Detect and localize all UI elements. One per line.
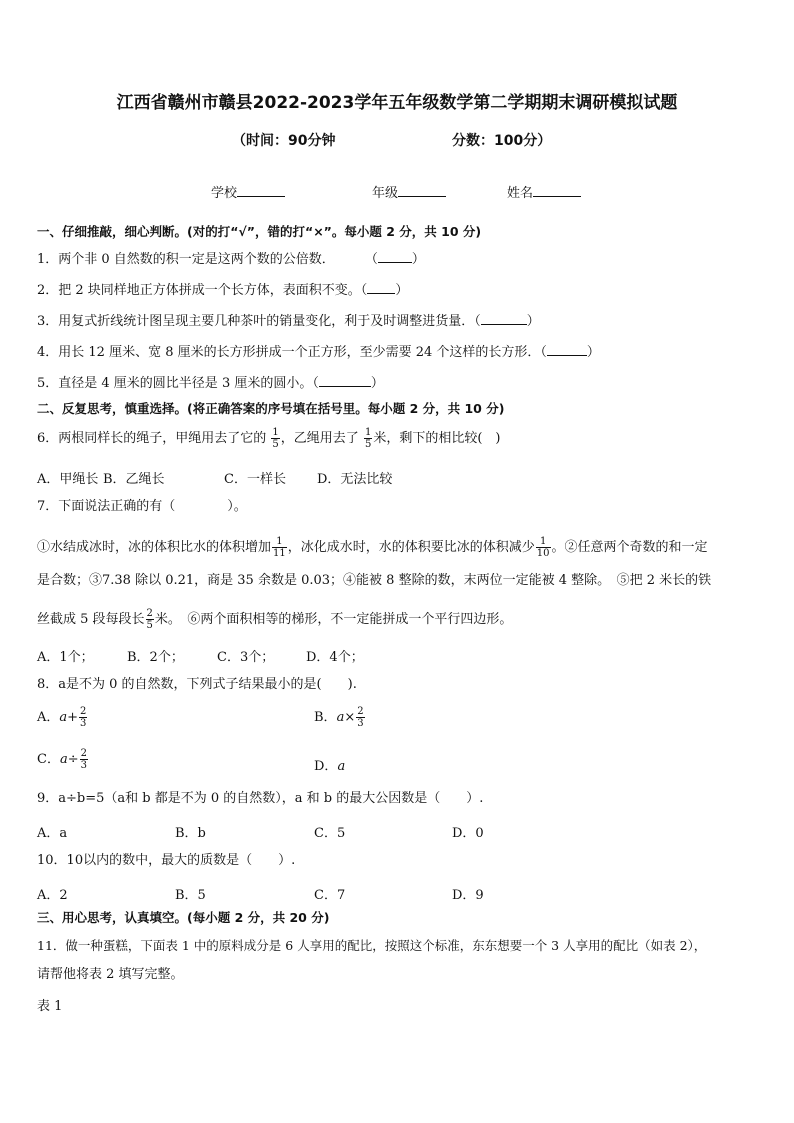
table-1-label: 表 1	[37, 999, 63, 1014]
q7-option-c[interactable]: C．3个；	[217, 650, 275, 665]
q6-option-a[interactable]: A．甲绳长	[37, 472, 99, 487]
name-field	[507, 182, 581, 201]
question-3-text: 3．用复式折线统计图呈现主要几种茶叶的销量变化，利于及时调整进货量．（	[37, 314, 481, 329]
question-5-text: 5．直径是 4 厘米的圆比半径是 3 厘米的圆小。（	[37, 376, 319, 391]
question-2-text: 2．把 2 块同样地正方体拼成一个长方体，表面积不变。（	[37, 283, 368, 298]
name-label: 姓名	[507, 186, 534, 201]
school-field	[211, 182, 285, 201]
exam-time: （时间：90分钟	[232, 133, 336, 149]
name-blank	[533, 184, 581, 197]
q8-option-c[interactable]: C．a÷ $\frac{2}{3}$	[37, 748, 87, 771]
school-label: 学校	[211, 186, 238, 201]
question-7-statements-1	[37, 536, 708, 559]
page-title: 江西省赣州市赣县2022-2023学年五年级数学第二学期期末调研模拟试题	[116, 93, 678, 113]
q6-option-d[interactable]: D．无法比较	[317, 472, 393, 487]
question-8: 8．a是不为 0 的自然数，下列式子结果最小的是( ).	[37, 677, 357, 692]
question-11-line-2: 请帮他将表 2 填写完整。	[37, 967, 184, 982]
question-6-text-a: 6．两根同样长的绳子，甲绳用去了它的	[37, 431, 267, 446]
q7-text-e: 米。 ⑥两个面积相等的梯形，不一定能拼成一个平行四边形。	[154, 612, 513, 627]
fraction-2-5: $\frac{2}{5}$	[146, 608, 153, 631]
q7-option-d[interactable]: D．4个；	[306, 650, 364, 665]
question-1	[37, 250, 425, 268]
q8-option-d[interactable]: D．a	[314, 759, 346, 774]
answer-blank-3[interactable]	[481, 312, 527, 325]
answer-blank-1[interactable]	[378, 250, 412, 263]
section1-heading: 一、仔细推敲，细心判断。(对的打“√”，错的打“×”。每小题 2 分，共 10 分)	[37, 224, 482, 239]
q7-text-b: ，冰化成水时，水的体积要比冰的体积减少	[287, 540, 535, 555]
q10-option-c[interactable]: C．7	[314, 888, 346, 903]
q10-option-a[interactable]: A．2	[37, 888, 68, 903]
question-6-text-b: ，乙绳用去了	[280, 431, 359, 446]
answer-blank-5[interactable]	[319, 374, 371, 387]
q10-option-b[interactable]: B．5	[175, 888, 206, 903]
question-6	[37, 427, 500, 450]
answer-blank-2[interactable]	[367, 281, 395, 294]
question-11-line-1: 11．做一种蛋糕，下面表 1 中的原料成分是 6 人享用的配比，按照这个标准，东东想要一个 3 人享用的配比（如表 2），	[37, 938, 707, 953]
fraction-1-10: $\frac{1}{10}$	[536, 536, 550, 559]
q7-option-a[interactable]: A．1个；	[37, 650, 94, 665]
q9-option-c[interactable]: C．5	[314, 826, 346, 841]
q10-option-d[interactable]: D．9	[452, 888, 484, 903]
grade-blank	[398, 184, 446, 197]
q7-text-c: 。②任意两个奇数的和一定	[551, 540, 708, 555]
q7-text-a: ①水结成冰时，冰的体积比水的体积增加	[37, 540, 272, 555]
question-4-text: 4．用长 12 厘米、宽 8 厘米的长方形拼成一个正方形，至少需要 24 个这样的长方形．（	[37, 345, 547, 360]
question-4	[37, 343, 600, 361]
q7-text-d: 丝截成 5 段每段长	[37, 612, 145, 627]
q8-option-a[interactable]: A．a+ $\frac{2}{3}$	[37, 706, 87, 729]
fraction-2-3-a: $\frac{2}{3}$	[80, 706, 87, 729]
section3-heading: 三、用心思考，认真填空。(每小题 2 分，共 20 分)	[37, 910, 330, 925]
question-10: 10．10以内的数中，最大的质数是（ ）.	[37, 853, 296, 868]
question-3-paren-close: ）	[526, 314, 540, 329]
question-6-text-c: 米，剩下的相比较( )	[373, 431, 501, 446]
q9-option-d[interactable]: D．0	[452, 826, 484, 841]
exam-score: 分数：100分）	[452, 133, 552, 149]
question-7-statements-3	[37, 608, 512, 631]
question-4-paren-close: ）	[586, 345, 600, 360]
question-1-paren: （	[364, 252, 378, 267]
question-2-paren-close: ）	[395, 283, 409, 298]
q8-option-b[interactable]: B．a× $\frac{2}{3}$	[314, 706, 364, 729]
question-9: 9．a÷b=5（a和 b 都是不为 0 的自然数），a 和 b 的最大公因数是（ ）.	[37, 791, 484, 806]
q6-option-c[interactable]: C．一样长	[224, 472, 286, 487]
fraction-1-5-meter: $\frac{1}{5}$	[364, 427, 372, 450]
q9-option-a[interactable]: A．a	[37, 826, 68, 841]
school-blank	[237, 184, 285, 197]
section2-heading: 二、反复思考，慎重选择。(将正确答案的序号填在括号里。每小题 2 分，共 10 分)	[37, 401, 505, 416]
q6-option-b[interactable]: B．乙绳长	[103, 472, 165, 487]
fraction-1-5: $\frac{1}{5}$	[272, 427, 279, 450]
question-5-paren-close: ）	[370, 376, 384, 391]
q9-option-b[interactable]: B．b	[175, 826, 206, 841]
fraction-2-3-b: $\frac{2}{3}$	[357, 706, 364, 729]
question-7: 7．下面说法正确的有（ ）。	[37, 499, 247, 514]
fraction-1-11: $\frac{1}{11}$	[273, 536, 286, 559]
question-1-text: 1．两个非 0 自然数的积一定是这两个数的公倍数．	[37, 252, 335, 267]
question-2	[37, 281, 408, 299]
fraction-2-3-c: $\frac{2}{3}$	[80, 748, 87, 771]
question-3	[37, 312, 540, 330]
question-7-statements-2: 是合数；③7.38 除以 0.21，商是 35 余数是 0.03；④能被 8 整除的数，末两位一定能被 4 整除。 ⑤把 2 米长的铁	[37, 573, 712, 588]
q7-option-b[interactable]: B．2个；	[127, 650, 184, 665]
grade-field	[372, 182, 446, 201]
question-5	[37, 374, 384, 392]
answer-blank-4[interactable]	[547, 343, 587, 356]
grade-label: 年级	[372, 186, 399, 201]
question-1-paren-close: ）	[411, 252, 425, 267]
